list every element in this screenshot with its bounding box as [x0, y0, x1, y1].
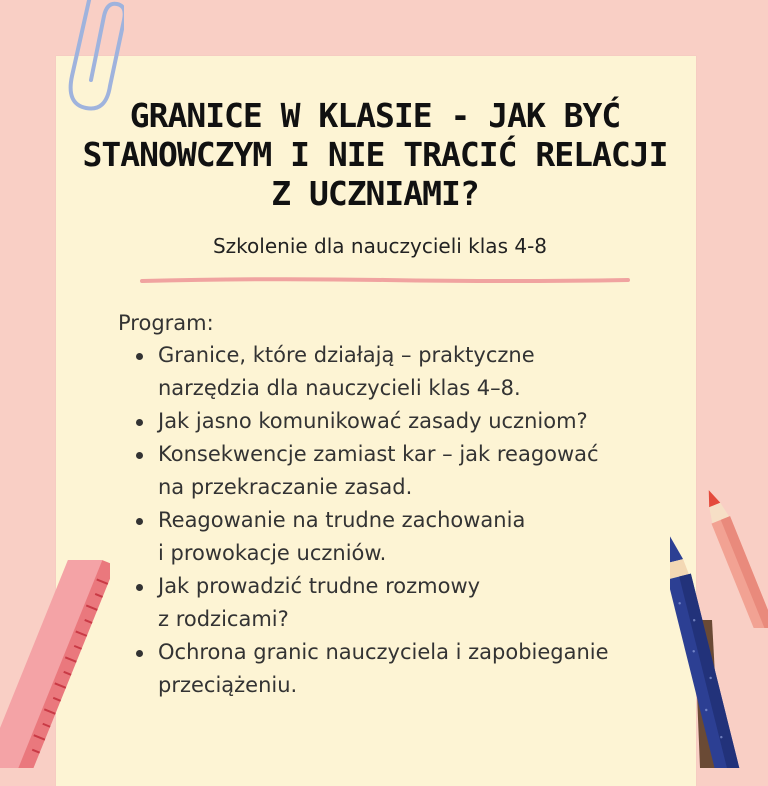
list-item-line: Jak jasno komunikować zasady uczniom? [158, 409, 588, 433]
title-line: STANOWCZYM I NIE TRACIĆ RELACJI [82, 135, 668, 174]
list-item [124, 636, 684, 702]
list-item-line: na przekraczanie zasad. [158, 475, 413, 499]
list-item-line: narzędzia dla nauczycieli klas 4–8. [158, 376, 521, 400]
ruler-icon [0, 560, 110, 768]
list-item-line: przeciążeniu. [158, 673, 298, 697]
list-item [124, 570, 684, 636]
program-list [124, 339, 684, 702]
list-item [124, 405, 684, 438]
pink-pencil-icon [700, 488, 768, 628]
list-item [124, 438, 684, 504]
subtitle: Szkolenie dla nauczycieli klas 4-8 [212, 234, 548, 258]
list-item-line: i prowokacje uczniów. [158, 541, 387, 565]
list-item-line: Granice, które działają – praktyczne [158, 343, 535, 367]
program-label: Program: [118, 311, 214, 335]
title-line: GRANICE W KLASIE - JAK BYĆ [129, 96, 621, 135]
list-item-line: Jak prowadzić trudne rozmowy [158, 574, 481, 598]
list-item-line: Ochrona granic nauczyciela i zapobieganie [158, 640, 609, 664]
title-line: Z UCZNIAMI? [271, 174, 479, 213]
list-item-line: Konsekwencje zamiast kar – jak reagować [158, 442, 599, 466]
list-item-line: z rodzicami? [158, 607, 289, 631]
divider [140, 276, 630, 284]
list-item-line: Reagowanie na trudne zachowania [158, 508, 526, 532]
page-title [60, 96, 690, 213]
list-item [124, 504, 684, 570]
list-item [124, 339, 684, 405]
